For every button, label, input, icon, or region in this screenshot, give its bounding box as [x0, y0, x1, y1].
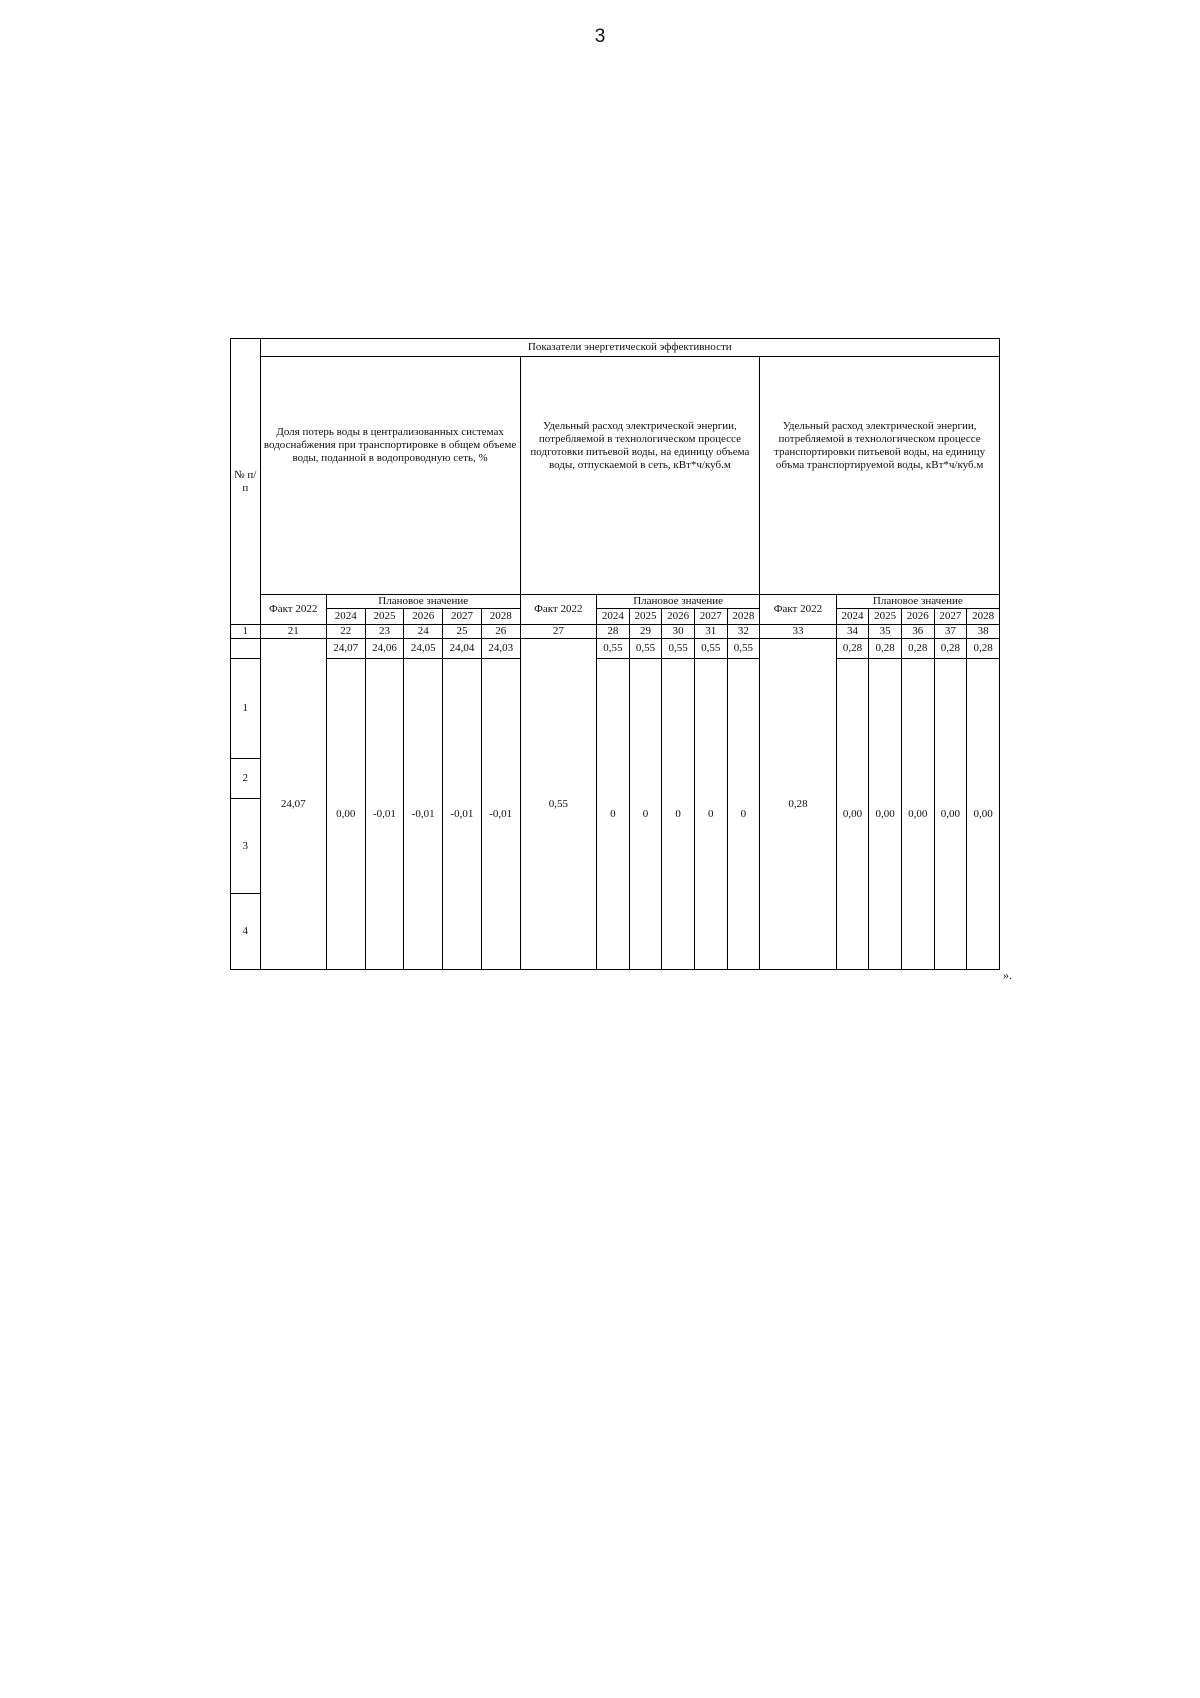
row-number-cell: 2: [231, 759, 261, 799]
column-number: 32: [727, 625, 760, 639]
plan-target-value: 0,55: [662, 639, 695, 659]
fact-2022-value: 0,28: [760, 639, 836, 970]
column-number: 34: [836, 625, 869, 639]
plan-change-value: 0,00: [901, 659, 934, 970]
column-number: 1: [231, 625, 261, 639]
plan-target-value: 0,55: [727, 639, 760, 659]
year-header: 2024: [326, 609, 365, 625]
year-header: 2025: [365, 609, 404, 625]
row-number-cell: 1: [231, 659, 261, 759]
column-number: 26: [481, 625, 520, 639]
plan-value-header: Плановое значение: [836, 595, 999, 609]
year-header: 2028: [727, 609, 760, 625]
column-number: 30: [662, 625, 695, 639]
year-header: 2027: [443, 609, 482, 625]
year-header: 2027: [934, 609, 967, 625]
plan-change-value: -0,01: [443, 659, 482, 970]
plan-target-value: 24,06: [365, 639, 404, 659]
plan-target-value: 0,28: [836, 639, 869, 659]
column-number: 29: [629, 625, 662, 639]
plan-target-value: 0,55: [694, 639, 727, 659]
row-number-cell: 3: [231, 799, 261, 894]
plan-change-value: 0: [727, 659, 760, 970]
plan-change-value: 0: [694, 659, 727, 970]
year-header: 2025: [629, 609, 662, 625]
fact-2022-value: 24,07: [260, 639, 326, 970]
plan-change-value: 0,00: [967, 659, 1000, 970]
fact-2022-header: Факт 2022: [760, 595, 836, 625]
page-number: 3: [594, 26, 606, 47]
plan-change-value: -0,01: [404, 659, 443, 970]
plan-change-value: -0,01: [365, 659, 404, 970]
column-number: 28: [597, 625, 630, 639]
year-header: 2028: [481, 609, 520, 625]
fact-2022-value: 0,55: [520, 639, 596, 970]
column-number: 37: [934, 625, 967, 639]
column-number: 33: [760, 625, 836, 639]
row-number-cell: 4: [231, 894, 261, 970]
plan-change-value: -0,01: [481, 659, 520, 970]
row-number-header: № п/п: [231, 339, 261, 625]
fact-2022-header: Факт 2022: [520, 595, 596, 625]
plan-change-value: 0: [662, 659, 695, 970]
plan-change-value: 0,00: [934, 659, 967, 970]
plan-change-value: 0,00: [836, 659, 869, 970]
plan-target-value: 24,04: [443, 639, 482, 659]
column-number: 38: [967, 625, 1000, 639]
plan-value-header: Плановое значение: [326, 595, 520, 609]
year-header: 2025: [869, 609, 902, 625]
plan-change-value: 0,00: [326, 659, 365, 970]
indicator-title: Удельный расход электрической энергии, потребляемой в технологическом процессе подготовки питьевой воды, на единицу объема воды, отпускаемой в сеть, кВт*ч/куб.м: [520, 357, 760, 595]
column-number: 24: [404, 625, 443, 639]
indicators-main-header: Показатели энергетической эффективности: [260, 339, 999, 357]
plan-target-value: 0,55: [597, 639, 630, 659]
column-number: 31: [694, 625, 727, 639]
year-header: 2028: [967, 609, 1000, 625]
year-header: 2026: [662, 609, 695, 625]
column-number: 23: [365, 625, 404, 639]
plan-change-value: 0: [629, 659, 662, 970]
column-number: 21: [260, 625, 326, 639]
indicator-title: Доля потерь воды в централизованных системах водоснабжения при транспортировке в общем объеме воды, поданной в водопроводную сеть, %: [260, 357, 520, 595]
column-number: 22: [326, 625, 365, 639]
year-header: 2024: [836, 609, 869, 625]
plan-target-value: 24,07: [326, 639, 365, 659]
energy-efficiency-table: [230, 338, 1000, 970]
closing-quote: ».: [1003, 968, 1012, 982]
fact-2022-header: Факт 2022: [260, 595, 326, 625]
plan-target-value: 24,03: [481, 639, 520, 659]
plan-change-value: 0: [597, 659, 630, 970]
plan-change-value: 0,00: [869, 659, 902, 970]
column-number: 35: [869, 625, 902, 639]
column-number: 27: [520, 625, 596, 639]
plan-target-value: 0,28: [967, 639, 1000, 659]
plan-target-value: 0,28: [934, 639, 967, 659]
year-header: 2027: [694, 609, 727, 625]
plan-target-value: 0,55: [629, 639, 662, 659]
year-header: 2026: [901, 609, 934, 625]
plan-target-value: 0,28: [901, 639, 934, 659]
indicator-title: Удельный расход электрической энергии, потребляемой в технологическом процессе транспортировки питьевой воды, на единицу объма транспортируемой воды, кВт*ч/куб.м: [760, 357, 1000, 595]
row-number-cell: [231, 639, 261, 659]
plan-target-value: 0,28: [869, 639, 902, 659]
plan-value-header: Плановое значение: [597, 595, 760, 609]
column-number: 36: [901, 625, 934, 639]
plan-target-value: 24,05: [404, 639, 443, 659]
year-header: 2026: [404, 609, 443, 625]
year-header: 2024: [597, 609, 630, 625]
column-number: 25: [443, 625, 482, 639]
